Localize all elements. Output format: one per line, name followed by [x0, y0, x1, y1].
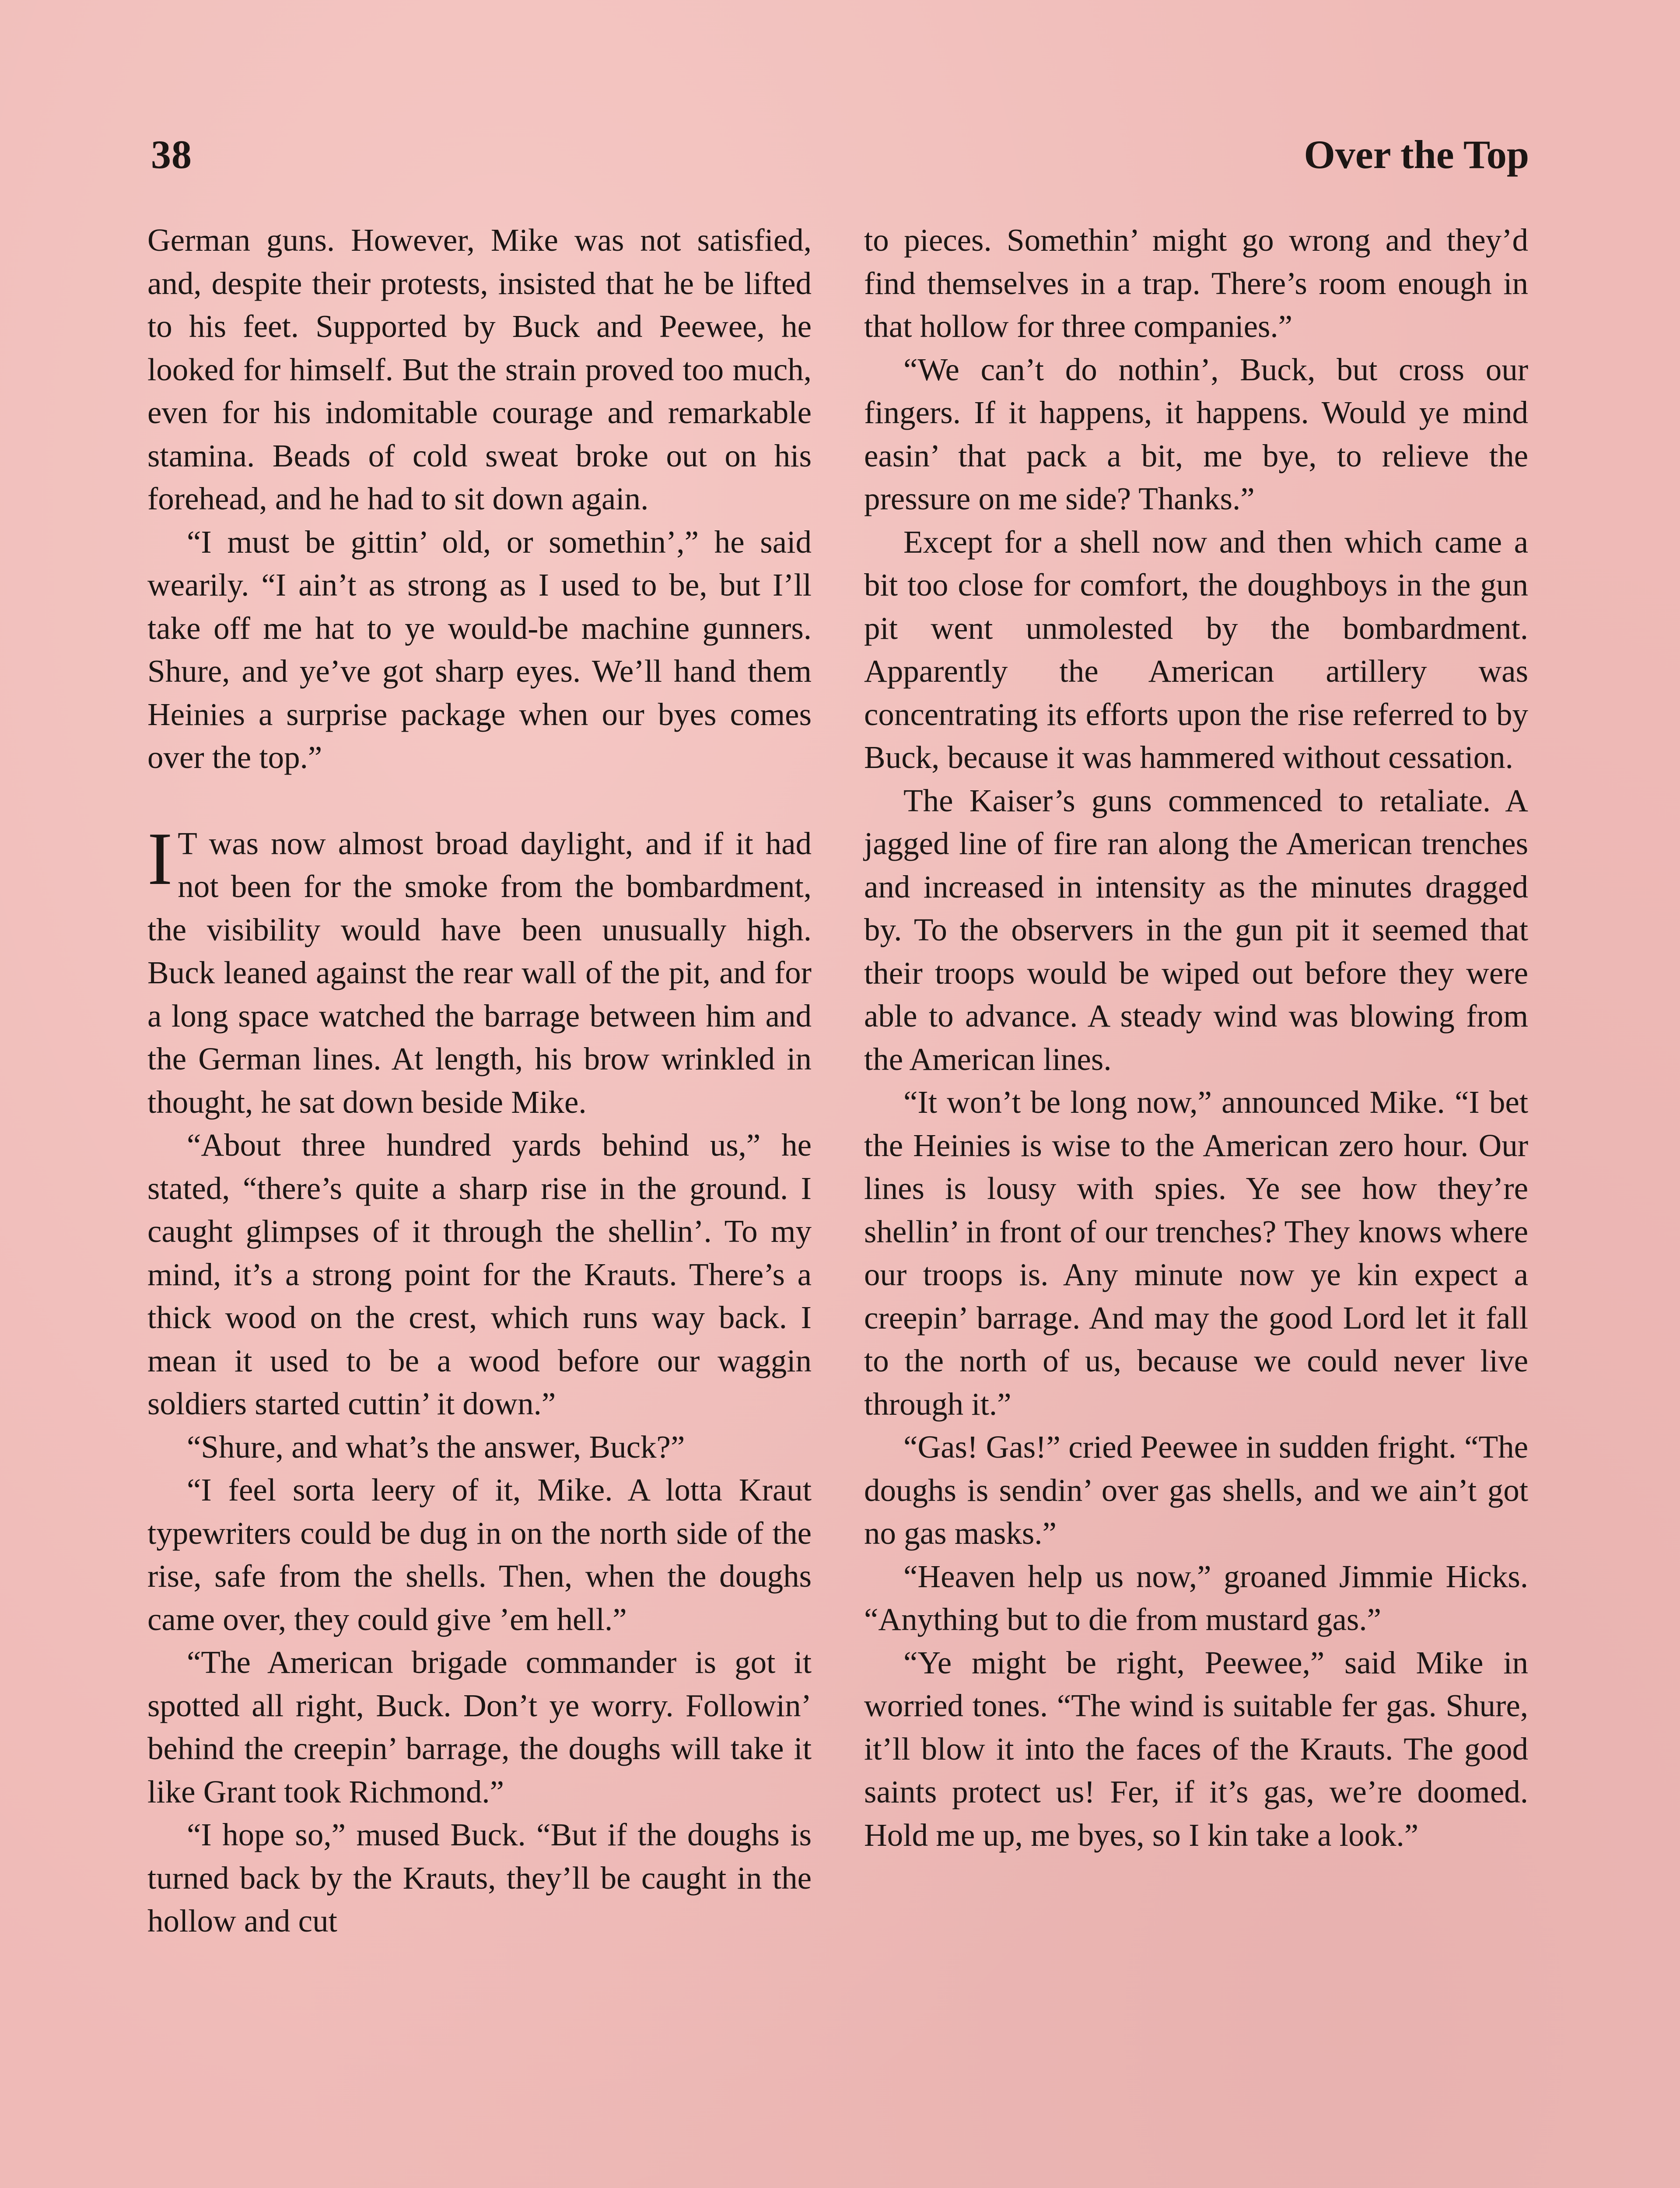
page-header: [151, 131, 1529, 184]
dropcap-paragraph-text: T was now almost broad daylight, and if it had not been for the smoke from the bombardment, the visibility would have been unusually high. Buck leaned against the rear wall of the pit, and for a long space watched the barrage between him and the German lines. At length, his brow wrinkled in thought, he sat down beside Mike.: [147, 825, 812, 1120]
paragraph: “Shure, and what’s the answer, Buck?”: [187, 1429, 685, 1465]
paragraph: “Gas! Gas!” cried Peewee in sudden fright. “The doughs is sendin’ over gas shells, and we ain’t got no gas masks.”: [864, 1429, 1528, 1551]
right-column: [864, 219, 1528, 1857]
paragraph: German guns. However, Mike was not satisfied, and, despite their protests, insisted that he be lifted to his feet. Supported by Buck and Peewee, he looked for himself. But the strain proved too much, even for his indomitable courage and remarkable stamina. Beads of cold sweat broke out on his forehead, and he had to sit down again.: [147, 222, 812, 516]
left-column: [147, 219, 812, 1943]
paragraph: “It won’t be long now,” announced Mike. “I bet the Heinies is wise to the American zero hour. Our lines is lousy with spies. Ye see how they’re shellin’ in front of our trenches? They knows where our troops is. Any minute now ye kin expect a creepin’ barrage. And may the good Lord let it fall to the north of us, because we could never live through it.”: [864, 1084, 1528, 1422]
paragraph: “I hope so,” mused Buck. “But if the doughs is turned back by the Krauts, they’ll be caught in the hollow and cut: [147, 1817, 812, 1939]
section-break: [147, 779, 812, 822]
running-title: Over the Top: [1304, 132, 1529, 177]
paragraph: “I must be gittin’ old, or somethin’,” he said wearily. “I ain’t as strong as I used to be, but I’ll take off me hat to ye would-be machine gunners. Shure, and ye’ve got sharp eyes. We’ll hand them Heinies a surprise package when our byes comes over the top.”: [147, 524, 812, 775]
drop-cap: I: [147, 817, 173, 901]
page-number: 38: [151, 132, 192, 177]
paragraph: “We can’t do nothin’, Buck, but cross our fingers. If it happens, it happens. Would ye mind easin’ that pack a bit, me bye, to relieve the pressure on me side? Thanks.”: [864, 351, 1528, 516]
paragraph: The Kaiser’s guns commenced to retaliate. A jagged line of fire ran along the American trenches and increased in intensity as the minutes dragged by. To the observers in the gun pit it seemed that their troops would be wiped out before they were able to advance. A steady wind was blowing from the American lines.: [864, 782, 1528, 1077]
paragraph: “Heaven help us now,” groaned Jimmie Hicks. “Anything but to die from mustard gas.”: [864, 1558, 1528, 1637]
paragraph: “About three hundred yards behind us,” he stated, “there’s quite a sharp rise in the ground. I caught glimpses of it through the shellin’. To my mind, it’s a strong point for the Krauts. There’s a thick wood on the crest, which runs way back. I mean it used to be a wood before our waggin soldiers started cuttin’ it down.”: [147, 1127, 812, 1421]
paragraph: “The American brigade commander is got it spotted all right, Buck. Don’t ye worry. Followin’ behind the creepin’ barrage, the doughs will take it like Grant took Richmond.”: [147, 1645, 812, 1809]
paragraph: “Ye might be right, Peewee,” said Mike in worried tones. “The wind is suitable fer gas. Shure, it’ll blow it into the faces of the Krauts. The good saints protect us! Fer, if it’s gas, we’re doomed. Hold me up, me byes, so I kin take a look.”: [864, 1645, 1528, 1853]
paragraph: “I feel sorta leery of it, Mike. A lotta Kraut typewriters could be dug in on the north side of the rise, safe from the shells. Then, when the doughs came over, they could give ’em hell.”: [147, 1472, 812, 1637]
paragraph: to pieces. Somethin’ might go wrong and they’d find themselves in a trap. There’s room enough in that hollow for three companies.”: [864, 222, 1528, 344]
paragraph: Except for a shell now and then which came a bit too close for comfort, the doughboys in the gun pit went unmolested by the bombardment. Apparently the American artillery was concentrating its efforts upon the rise referred to by Buck, because it was hammered without cessation.: [864, 524, 1528, 775]
paragraph-dropcap: [147, 817, 812, 1124]
